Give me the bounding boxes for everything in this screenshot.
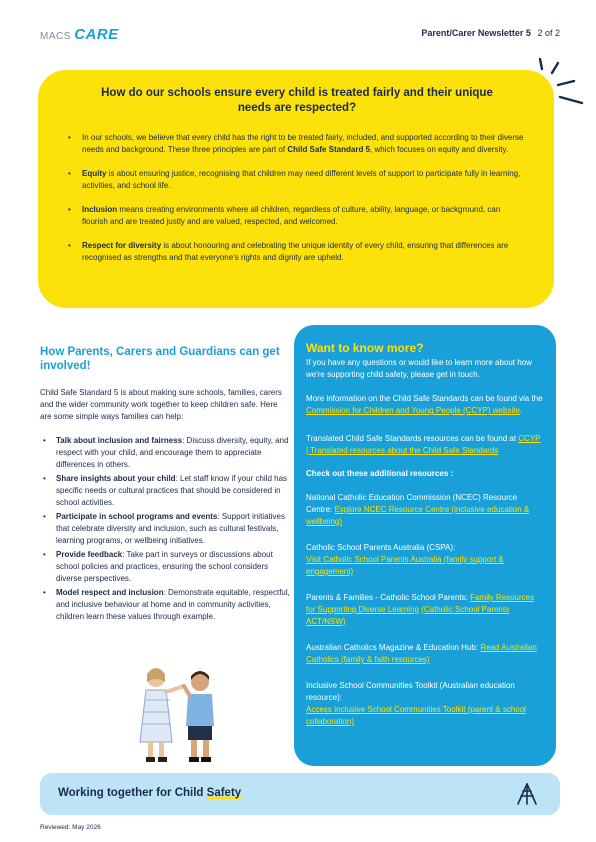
item-bold: Share insights about your child bbox=[56, 474, 176, 483]
list-item bbox=[40, 549, 290, 585]
list-item bbox=[40, 511, 290, 547]
footer-banner bbox=[40, 773, 560, 815]
principles-list bbox=[66, 132, 528, 264]
slogan-text: Working together for Child bbox=[58, 787, 207, 799]
item-bold: Provide feedback bbox=[56, 550, 123, 559]
ccyp-website-link[interactable]: Commission for Children and Young People (CCYP) website bbox=[306, 406, 520, 415]
toolkit-paragraph bbox=[306, 680, 544, 728]
item-text: : Let staff know if your child has specific needs or cultural practices that should be considered in school activities. bbox=[56, 474, 288, 507]
family-resources-link[interactable]: Family Resources for Supporting Diverse Learning bbox=[306, 593, 535, 614]
paragraph-text: Parents & Families - Catholic School Parents: bbox=[306, 593, 471, 602]
newsletter-title bbox=[421, 28, 560, 38]
translated-paragraph bbox=[306, 433, 544, 457]
item-bold: Model respect and inclusion bbox=[56, 588, 164, 597]
item-text: : Discuss diversity, equity, and respect with your child, and encourage them to appreciate differences in others. bbox=[56, 436, 289, 469]
logo-prefix: MACS bbox=[40, 31, 71, 42]
item-text: : Demonstrate equitable, respectful, and inclusive behaviour at home and in community activities, children learn these values through example. bbox=[56, 588, 290, 621]
paragraph-text: . bbox=[519, 406, 523, 415]
footer-slogan bbox=[58, 787, 241, 799]
item-text: : Take part in surveys or discussions about school policies and practices, ensuring the school considers diverse perspectives. bbox=[56, 550, 273, 583]
paragraph-text: National Catholic Education Commission (NCEC) Resource Centre: bbox=[306, 493, 518, 514]
principles-title bbox=[66, 86, 528, 116]
more-info-panel bbox=[294, 325, 556, 766]
page-number: 2 of 2 bbox=[537, 28, 560, 38]
item-text: is about honouring and celebrating the unique identity of every child, ensuring that differences are recognised as strengths and that everyone's rights and dignity are upheld. bbox=[82, 241, 509, 262]
item-bold: Participate in school programs and events bbox=[56, 512, 218, 521]
item-bold: Talk about inclusion and fairness bbox=[56, 436, 183, 445]
australian-catholics-link[interactable]: Read Australian Catholics (family & faith resources) bbox=[306, 643, 537, 664]
involved-list bbox=[40, 435, 290, 623]
paragraph-text: Translated Child Safe Standards resources can be found at bbox=[306, 434, 519, 443]
list-item bbox=[66, 240, 528, 264]
principles-panel bbox=[38, 70, 554, 308]
paragraph-text: Inclusive School Communities Toolkit (Australian education resource): bbox=[306, 681, 515, 702]
list-item bbox=[66, 132, 528, 156]
ncec-paragraph bbox=[306, 492, 544, 528]
item-text: means creating environments where all children, regardless of culture, ability, language, or background, can flourish and are treated justly and are valued, respected, and welcomed. bbox=[82, 205, 501, 226]
more-info-intro: If you have any questions or would like to learn more about how we're supporting child safety, please get in touch. bbox=[306, 358, 532, 379]
paragraph-text: Catholic School Parents Australia (CSPA): bbox=[306, 543, 456, 552]
ccyp-translated-link[interactable]: CCYP | Translated resources about the Child Safe Standards bbox=[306, 434, 541, 455]
additional-resources-heading: Check out these additional resources : bbox=[306, 469, 454, 478]
list-item bbox=[40, 435, 290, 471]
more-info-title: Want to know more? bbox=[306, 341, 424, 355]
page-header bbox=[40, 26, 560, 46]
reviewed-date: Reviewed: May 2026 bbox=[40, 824, 101, 831]
item-bold: Child Safe Standard 5 bbox=[287, 145, 371, 154]
cspa-paragraph bbox=[306, 542, 544, 578]
get-involved-section bbox=[40, 345, 290, 625]
list-item bbox=[66, 168, 528, 192]
newsletter-name: Parent/Carer Newsletter 5 bbox=[421, 28, 531, 38]
principles-title-line2: needs are respected? bbox=[237, 102, 357, 114]
ncec-link[interactable]: Explore NCEC Resource Centre (inclusive education & wellbeing) bbox=[306, 505, 530, 526]
item-bold: Equity bbox=[82, 169, 107, 178]
cspa-link[interactable]: Visit Catholic School Parents Australia (family support & engagement) bbox=[306, 555, 504, 576]
toolkit-link[interactable]: Access Inclusive School Communities Toolkit (parent & school collaboration) bbox=[306, 705, 526, 726]
parents-families-paragraph bbox=[306, 592, 544, 628]
csp-act-nsw-link[interactable]: (Catholic School Parents ACT/NSW) bbox=[306, 605, 510, 626]
principles-title-line1: How do our schools ensure every child is treated fairly and their unique bbox=[101, 87, 493, 99]
list-item bbox=[40, 587, 290, 623]
paragraph-text: More information on the Child Safe Standards can be found via the bbox=[306, 394, 543, 403]
item-bold: Inclusion bbox=[82, 205, 118, 214]
item-text: In our schools, we believe that every child has the right to be treated fairly, included, and supported according to their diverse needs and background. These three principles are part of bbox=[82, 133, 524, 154]
macs-emblem-icon bbox=[516, 782, 538, 806]
standards-paragraph bbox=[306, 393, 544, 417]
slogan-highlight: Safety bbox=[206, 787, 242, 799]
section-title: How Parents, Carers and Guardians can get involved! bbox=[40, 346, 280, 372]
list-item bbox=[66, 204, 528, 228]
section-intro: Child Safe Standard 5 is about making sure schools, families, carers and the wider community work together to keep children safe. Here are some simple ways families can help: bbox=[40, 388, 282, 421]
list-item bbox=[40, 473, 290, 509]
paragraph-text: Australian Catholics Magazine & Education Hub: bbox=[306, 643, 481, 652]
item-text: is about ensuring justice, recognising that children may need different levels of support to participate fully in learning, activities, and school life. bbox=[82, 169, 521, 190]
macs-care-logo bbox=[40, 26, 119, 43]
children-photo bbox=[128, 660, 228, 770]
item-bold: Respect for diversity bbox=[82, 241, 162, 250]
item-text: : Support initiatives that celebrate diversity and inclusion, such as cultural festivals, learning programs, or wellbeing initiatives. bbox=[56, 512, 285, 545]
australian-catholics-paragraph bbox=[306, 642, 544, 666]
item-text: , which focuses on equity and diversity. bbox=[370, 145, 509, 154]
logo-main: CARE bbox=[74, 26, 119, 43]
